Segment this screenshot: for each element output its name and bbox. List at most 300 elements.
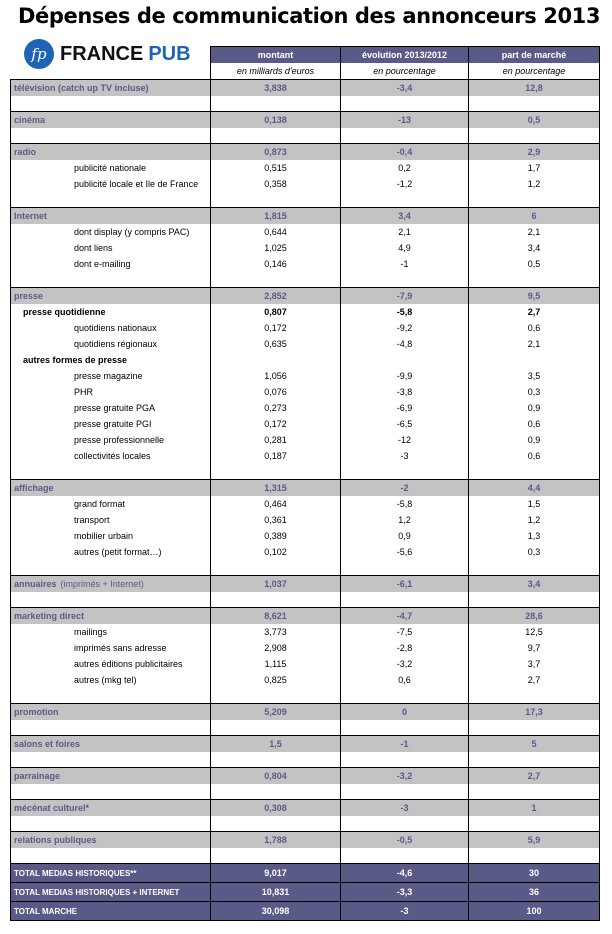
table-row: [11, 656, 600, 672]
spacer-row: [11, 128, 600, 144]
cell-montant: [211, 352, 341, 368]
cell-evolution: -3: [341, 448, 469, 464]
row-label: mécénat culturel*: [14, 803, 90, 813]
cell-label: [11, 176, 211, 192]
cell-label: [11, 608, 211, 625]
category-row: [11, 800, 600, 817]
cell-evolution: -7,5: [341, 624, 469, 640]
table-row: [11, 336, 600, 352]
row-label: autres éditions publicitaires: [74, 659, 183, 669]
cell-label: [11, 592, 211, 608]
category-row: [11, 288, 600, 305]
cell-part: [469, 816, 600, 832]
cell-evolution: -3,3: [341, 883, 469, 902]
cell-part: 100: [469, 902, 600, 921]
cell-evolution: 4,9: [341, 240, 469, 256]
cell-part: 2,1: [469, 224, 600, 240]
row-label: mailings: [74, 627, 108, 637]
cell-label: [11, 288, 211, 305]
cell-part: 3,4: [469, 240, 600, 256]
table-row: [11, 544, 600, 560]
cell-part: 1: [469, 800, 600, 817]
cell-label: [11, 512, 211, 528]
cell-evolution: -13: [341, 112, 469, 129]
row-label: radio: [14, 147, 37, 157]
row-label: dont liens: [74, 243, 113, 253]
cell-evolution: -3,8: [341, 384, 469, 400]
cell-label: [11, 384, 211, 400]
cell-montant: 1,056: [211, 368, 341, 384]
table-row: [11, 672, 600, 688]
cell-montant: 0,464: [211, 496, 341, 512]
cell-montant: 3,773: [211, 624, 341, 640]
cell-label: [11, 800, 211, 817]
cell-label: [11, 480, 211, 497]
spacer-row: [11, 272, 600, 288]
row-label: TOTAL MEDIAS HISTORIQUES + INTERNET: [14, 887, 180, 897]
cell-label: [11, 768, 211, 785]
cell-part: 2,7: [469, 672, 600, 688]
cell-evolution: -6,9: [341, 400, 469, 416]
cell-montant: [211, 816, 341, 832]
cell-label: [11, 560, 211, 576]
cell-montant: 0,308: [211, 800, 341, 817]
cell-label: [11, 704, 211, 721]
cell-part: [469, 592, 600, 608]
table-row: [11, 384, 600, 400]
cell-montant: 2,852: [211, 288, 341, 305]
row-label: collectivités locales: [74, 451, 151, 461]
cell-part: [469, 848, 600, 864]
cell-evolution: [341, 848, 469, 864]
table-row: [11, 176, 600, 192]
spacer-row: [11, 560, 600, 576]
row-label: publicité nationale: [74, 163, 147, 173]
cell-evolution: -3,2: [341, 768, 469, 785]
cell-montant: 0,361: [211, 512, 341, 528]
cell-evolution: [341, 192, 469, 208]
spacer-row: [11, 752, 600, 768]
cell-montant: 0,281: [211, 432, 341, 448]
cell-label: [11, 883, 211, 902]
header-row: [11, 47, 600, 64]
cell-montant: 0,273: [211, 400, 341, 416]
row-label: parrainage: [14, 771, 61, 781]
cell-part: 17,3: [469, 704, 600, 721]
cell-evolution: 3,4: [341, 208, 469, 225]
cell-part: 2,7: [469, 768, 600, 785]
cell-label: [11, 272, 211, 288]
cell-part: 9,7: [469, 640, 600, 656]
cell-label: [11, 224, 211, 240]
cell-montant: 1,025: [211, 240, 341, 256]
cell-label: [11, 144, 211, 161]
cell-evolution: -9,9: [341, 368, 469, 384]
row-label: publicité locale et Ile de France: [74, 179, 199, 189]
cell-part: 30: [469, 864, 600, 883]
table-row: [11, 352, 600, 368]
spending-table: [10, 46, 600, 921]
table-row: [11, 416, 600, 432]
cell-evolution: -0,4: [341, 144, 469, 161]
row-label: presse quotidienne: [23, 307, 106, 317]
cell-montant: 1,815: [211, 208, 341, 225]
cell-montant: 1,788: [211, 832, 341, 849]
row-label: presse gratuite PGI: [74, 419, 152, 429]
cell-label: [11, 80, 211, 97]
cell-montant: 1,315: [211, 480, 341, 497]
cell-part: 5,9: [469, 832, 600, 849]
row-note: (imprimés + Internet): [60, 579, 144, 589]
spacer-row: [11, 848, 600, 864]
cell-part: 1,2: [469, 512, 600, 528]
cell-label: [11, 784, 211, 800]
cell-part: [469, 752, 600, 768]
header-blank: [11, 63, 211, 80]
cell-label: [11, 400, 211, 416]
cell-part: 0,9: [469, 432, 600, 448]
cell-montant: [211, 848, 341, 864]
spacer-row: [11, 96, 600, 112]
cell-evolution: -6,1: [341, 576, 469, 593]
cell-montant: [211, 128, 341, 144]
cell-evolution: -7,9: [341, 288, 469, 305]
row-label: télévision (catch up TV incluse): [14, 83, 149, 93]
cell-label: [11, 528, 211, 544]
row-label: autres (mkg tel): [74, 675, 137, 685]
cell-evolution: -1: [341, 736, 469, 753]
cell-montant: 0,172: [211, 320, 341, 336]
table-row: [11, 224, 600, 240]
cell-montant: 8,621: [211, 608, 341, 625]
cell-montant: [211, 560, 341, 576]
table-row: [11, 160, 600, 176]
cell-montant: 0,358: [211, 176, 341, 192]
cell-montant: 0,076: [211, 384, 341, 400]
cell-montant: [211, 464, 341, 480]
cell-evolution: [341, 592, 469, 608]
spacer-row: [11, 192, 600, 208]
table-row: [11, 432, 600, 448]
cell-label: [11, 736, 211, 753]
category-row: [11, 80, 600, 97]
unit-montant: en milliards d'euros: [211, 63, 341, 80]
cell-evolution: -4,7: [341, 608, 469, 625]
cell-evolution: -1,2: [341, 176, 469, 192]
row-label: PHR: [74, 387, 94, 397]
header-evolution: évolution 2013/2012: [341, 47, 469, 64]
cell-label: [11, 112, 211, 129]
cell-montant: [211, 592, 341, 608]
cell-evolution: [341, 784, 469, 800]
cell-label: [11, 672, 211, 688]
total-row: [11, 864, 600, 883]
cell-montant: 1,037: [211, 576, 341, 593]
row-label: relations publiques: [14, 835, 97, 845]
cell-label: [11, 448, 211, 464]
cell-part: [469, 96, 600, 112]
row-label: presse gratuite PGA: [74, 403, 156, 413]
category-row: [11, 208, 600, 225]
cell-evolution: -3: [341, 800, 469, 817]
cell-evolution: [341, 464, 469, 480]
cell-part: 28,6: [469, 608, 600, 625]
cell-part: 12,5: [469, 624, 600, 640]
cell-part: 5: [469, 736, 600, 753]
cell-evolution: -12: [341, 432, 469, 448]
cell-montant: [211, 272, 341, 288]
row-label: dont display (y compris PAC): [74, 227, 190, 237]
row-label: cinéma: [14, 115, 46, 125]
cell-label: [11, 832, 211, 849]
table-row: [11, 320, 600, 336]
row-label: mobilier urbain: [74, 531, 134, 541]
cell-evolution: -2,8: [341, 640, 469, 656]
row-label: quotidiens nationaux: [74, 323, 157, 333]
row-label: grand format: [74, 499, 126, 509]
category-row: [11, 576, 600, 593]
cell-label: [11, 160, 211, 176]
header-montant: montant: [211, 47, 341, 64]
cell-label: [11, 902, 211, 921]
category-row: [11, 480, 600, 497]
cell-evolution: -3: [341, 902, 469, 921]
row-label: salons et foires: [14, 739, 81, 749]
cell-label: [11, 352, 211, 368]
cell-montant: 3,838: [211, 80, 341, 97]
table-row: [11, 400, 600, 416]
cell-label: [11, 720, 211, 736]
cell-part: [469, 192, 600, 208]
header-unit-row: [11, 63, 600, 80]
cell-part: [469, 352, 600, 368]
cell-evolution: -1: [341, 256, 469, 272]
row-label: quotidiens régionaux: [74, 339, 158, 349]
unit-part: en pourcentage: [469, 63, 600, 80]
cell-label: [11, 416, 211, 432]
cell-evolution: 0,2: [341, 160, 469, 176]
cell-label: [11, 96, 211, 112]
cell-label: [11, 656, 211, 672]
cell-montant: 0,138: [211, 112, 341, 129]
spacer-row: [11, 464, 600, 480]
category-row: [11, 112, 600, 129]
cell-label: [11, 640, 211, 656]
cell-label: [11, 464, 211, 480]
cell-label: [11, 432, 211, 448]
cell-part: 36: [469, 883, 600, 902]
cell-evolution: -2: [341, 480, 469, 497]
cell-montant: [211, 192, 341, 208]
cell-label: [11, 496, 211, 512]
cell-montant: [211, 720, 341, 736]
cell-evolution: -5,8: [341, 496, 469, 512]
spacer-row: [11, 784, 600, 800]
cell-part: 3,5: [469, 368, 600, 384]
cell-evolution: [341, 272, 469, 288]
cell-label: [11, 208, 211, 225]
cell-montant: [211, 784, 341, 800]
header-part: part de marché: [469, 47, 600, 64]
cell-evolution: [341, 352, 469, 368]
cell-part: 1,3: [469, 528, 600, 544]
cell-part: 3,7: [469, 656, 600, 672]
spacer-row: [11, 816, 600, 832]
cell-montant: [211, 96, 341, 112]
spacer-row: [11, 688, 600, 704]
category-row: [11, 832, 600, 849]
table-row: [11, 512, 600, 528]
cell-montant: 0,825: [211, 672, 341, 688]
category-row: [11, 144, 600, 161]
logo-word-pub: PUB: [148, 42, 191, 65]
cell-montant: 0,389: [211, 528, 341, 544]
unit-evolution: en pourcentage: [341, 63, 469, 80]
cell-label: [11, 544, 211, 560]
cell-label: [11, 304, 211, 320]
cell-part: 0,6: [469, 448, 600, 464]
cell-montant: 0,873: [211, 144, 341, 161]
row-label: presse magazine: [74, 371, 143, 381]
cell-evolution: [341, 688, 469, 704]
fp-logo-icon: fp: [24, 39, 54, 69]
row-label: autres formes de presse: [23, 355, 128, 365]
cell-evolution: -9,2: [341, 320, 469, 336]
cell-part: 0,6: [469, 320, 600, 336]
cell-evolution: [341, 96, 469, 112]
cell-montant: 0,102: [211, 544, 341, 560]
row-label: dont e-mailing: [74, 259, 131, 269]
cell-label: [11, 336, 211, 352]
cell-part: [469, 464, 600, 480]
cell-part: 2,7: [469, 304, 600, 320]
cell-evolution: 2,1: [341, 224, 469, 240]
cell-part: [469, 128, 600, 144]
cell-label: [11, 752, 211, 768]
header-blank: [11, 47, 211, 64]
cell-montant: 30,098: [211, 902, 341, 921]
table-body: [11, 80, 600, 921]
cell-part: 0,5: [469, 256, 600, 272]
cell-evolution: -5,8: [341, 304, 469, 320]
cell-label: [11, 368, 211, 384]
cell-label: [11, 256, 211, 272]
category-row: [11, 768, 600, 785]
cell-part: 6: [469, 208, 600, 225]
row-label: affichage: [14, 483, 54, 493]
cell-part: 0,3: [469, 544, 600, 560]
spacer-row: [11, 592, 600, 608]
cell-evolution: -0,5: [341, 832, 469, 849]
cell-evolution: [341, 720, 469, 736]
spacer-row: [11, 720, 600, 736]
cell-montant: 1,5: [211, 736, 341, 753]
row-label: marketing direct: [14, 611, 85, 621]
row-label: transport: [74, 515, 110, 525]
table-row: [11, 368, 600, 384]
category-row: [11, 736, 600, 753]
cell-evolution: -4,8: [341, 336, 469, 352]
cell-evolution: -6,5: [341, 416, 469, 432]
cell-label: [11, 864, 211, 883]
cell-montant: 0,807: [211, 304, 341, 320]
cell-label: [11, 192, 211, 208]
cell-label: [11, 576, 211, 593]
cell-montant: 0,146: [211, 256, 341, 272]
row-label: TOTAL MARCHE: [14, 906, 78, 916]
table-row: [11, 304, 600, 320]
cell-label: [11, 320, 211, 336]
cell-part: 0,5: [469, 112, 600, 129]
table-row: [11, 528, 600, 544]
cell-montant: 10,831: [211, 883, 341, 902]
cell-evolution: -5,6: [341, 544, 469, 560]
cell-part: 1,2: [469, 176, 600, 192]
cell-label: [11, 624, 211, 640]
table-row: [11, 640, 600, 656]
cell-part: [469, 560, 600, 576]
cell-evolution: 0,9: [341, 528, 469, 544]
row-label: autres (petit format…): [74, 547, 162, 557]
cell-evolution: [341, 752, 469, 768]
cell-evolution: -3,2: [341, 656, 469, 672]
cell-montant: 0,172: [211, 416, 341, 432]
cell-montant: 0,187: [211, 448, 341, 464]
cell-part: [469, 688, 600, 704]
cell-montant: [211, 752, 341, 768]
cell-montant: 0,804: [211, 768, 341, 785]
cell-part: 2,9: [469, 144, 600, 161]
row-label: imprimés sans adresse: [74, 643, 167, 653]
row-label: presse professionnelle: [74, 435, 165, 445]
cell-montant: 5,209: [211, 704, 341, 721]
cell-montant: 0,515: [211, 160, 341, 176]
row-label: TOTAL MEDIAS HISTORIQUES**: [14, 868, 137, 878]
category-row: [11, 608, 600, 625]
table-row: [11, 496, 600, 512]
cell-evolution: 0: [341, 704, 469, 721]
row-label: annuaires: [14, 579, 57, 589]
category-row: [11, 704, 600, 721]
cell-part: 12,8: [469, 80, 600, 97]
cell-montant: 2,908: [211, 640, 341, 656]
table-row: [11, 624, 600, 640]
table-row: [11, 448, 600, 464]
cell-part: 2,1: [469, 336, 600, 352]
cell-part: 1,5: [469, 496, 600, 512]
cell-part: [469, 720, 600, 736]
cell-label: [11, 816, 211, 832]
cell-evolution: [341, 816, 469, 832]
cell-label: [11, 848, 211, 864]
cell-part: [469, 784, 600, 800]
cell-evolution: [341, 128, 469, 144]
cell-evolution: -4,6: [341, 864, 469, 883]
cell-label: [11, 128, 211, 144]
cell-evolution: -3,4: [341, 80, 469, 97]
row-label: promotion: [14, 707, 59, 717]
cell-label: [11, 240, 211, 256]
cell-evolution: 0,6: [341, 672, 469, 688]
table-row: [11, 240, 600, 256]
cell-part: 9,5: [469, 288, 600, 305]
cell-montant: 9,017: [211, 864, 341, 883]
total-row: [11, 902, 600, 921]
table-row: [11, 256, 600, 272]
cell-part: 3,4: [469, 576, 600, 593]
cell-montant: 0,635: [211, 336, 341, 352]
cell-montant: 0,644: [211, 224, 341, 240]
